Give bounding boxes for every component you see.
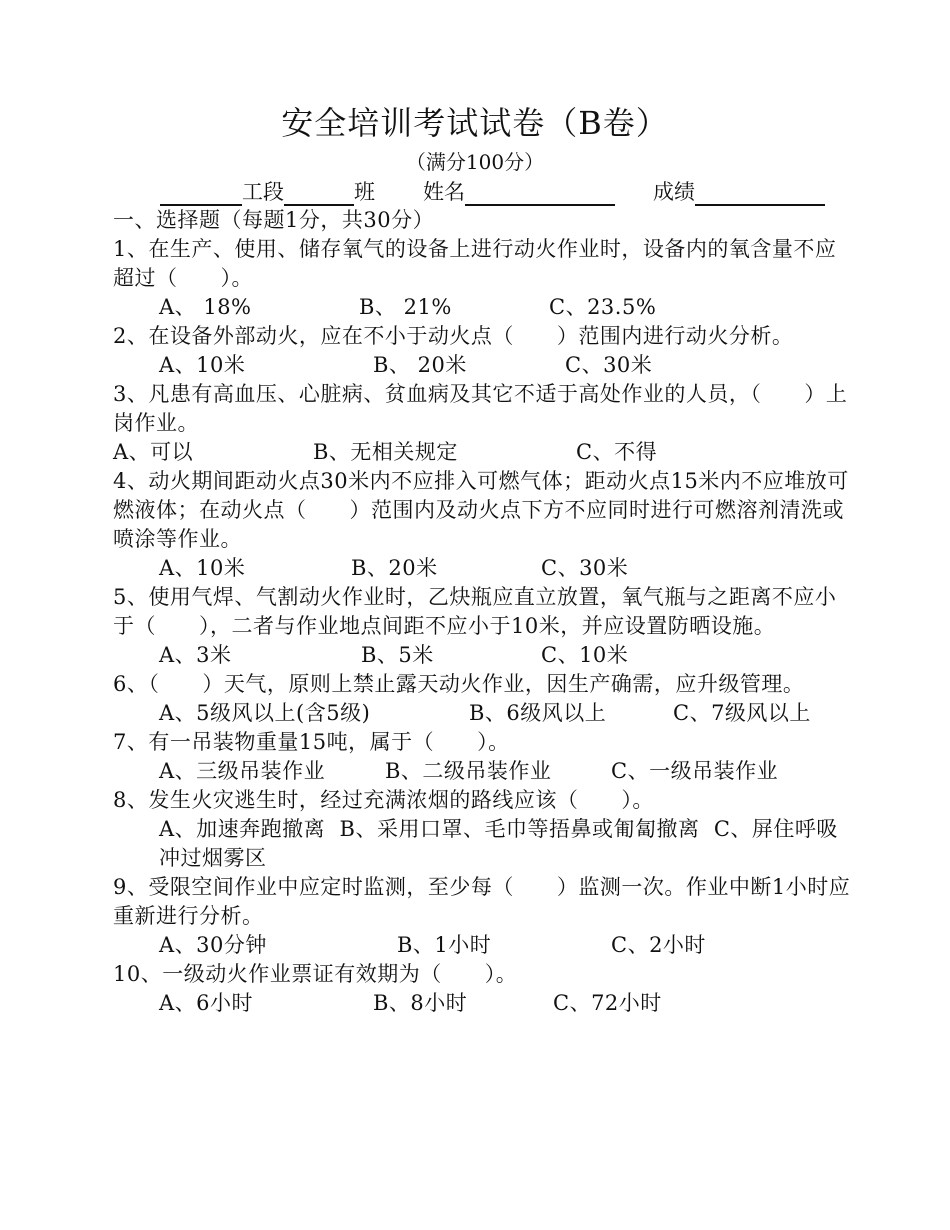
option-10a: A、6小时 [159,991,254,1015]
option-10c: C、72小时 [553,991,662,1015]
options-1 [113,293,853,322]
class-blank[interactable] [284,180,354,206]
option-8c: C、屏住呼吸冲过烟雾区 [159,817,838,870]
name-label: 姓名 [423,180,465,204]
workshop-label: 工段 [242,180,284,204]
option-6c: C、7级风以上 [673,701,811,725]
option-8b: B、采用口罩、毛巾等捂鼻或匍匐撤离 [339,817,700,841]
question-2: 2、在设备外部动火，应在不小于动火点（ ）范围内进行动火分析。 [113,324,794,348]
options-5 [113,641,853,670]
workshop-blank[interactable] [160,180,242,206]
score-label: 成绩 [653,180,695,204]
option-2a: A、10米 [159,353,246,377]
options-3 [113,438,853,467]
section-heading: 一、选择题（每题1分，共30分） [113,208,435,232]
option-1c: C、23.5% [549,295,657,319]
option-3a: A、可以 [113,440,194,464]
question-4: 4、动火期间距动火点30米内不应排入可燃气体；距动火点15米内不应堆放可燃液体；在动火点（ ）范围内及动火点下方不应同时进行可燃溶剂清洗或喷涂等作业。 [113,469,849,551]
option-3b: B、无相关规定 [313,440,458,464]
name-blank[interactable] [465,180,615,206]
option-7b: B、二级吊装作业 [385,759,552,783]
options-6 [113,699,853,728]
options-10 [113,989,853,1018]
option-5a: A、3米 [159,643,232,667]
option-9b: B、1小时 [397,933,492,957]
option-2c: C、30米 [565,353,653,377]
option-7a: A、三级吊装作业 [159,759,326,783]
options-9 [113,931,853,960]
question-7: 7、有一吊装物重量15吨，属于（ ）。 [113,730,510,754]
page-title: 安全培训考试试卷（B卷） [281,104,669,142]
page-subtitle: （满分100分） [405,150,545,174]
options-7 [113,757,853,786]
options-4 [113,554,853,583]
option-4a: A、10米 [159,556,246,580]
score-blank[interactable] [695,180,825,206]
option-3c: C、不得 [576,440,658,464]
option-1b: B、 21% [359,295,452,319]
exam-content [113,206,853,1018]
question-6: 6、（ ）天气，原则上禁止露天动火作业，因生产确需，应升级管理。 [113,672,805,696]
question-10: 10、一级动火作业票证有效期为（ ）。 [113,962,518,986]
question-5: 5、使用气焊、气割动火作业时，乙炔瓶应直立放置，氧气瓶与之距离不应小于（ ），二者与作业地点间距不应小于10米，并应设置防晒设施。 [113,585,837,638]
option-4c: C、30米 [541,556,629,580]
option-9c: C、2小时 [611,933,706,957]
option-2b: B、 20米 [373,353,467,377]
option-5c: C、10米 [541,643,629,667]
option-8a: A、加速奔跑撤离 [159,817,326,841]
option-4b: B、20米 [351,556,438,580]
option-7c: C、一级吊装作业 [611,759,779,783]
option-1a: A、 18% [159,295,252,319]
option-10b: B、8小时 [373,991,468,1015]
question-1: 1、在生产、使用、储存氧气的设备上进行动火作业时，设备内的氧含量不应超过（ ）。 [113,237,837,290]
option-6b: B、6级风以上 [469,701,607,725]
option-5b: B、5米 [361,643,434,667]
options-8 [113,815,853,873]
question-9: 9、受限空间作业中应定时监测，至少每（ ）监测一次。作业中断1小时应重新进行分析。 [113,875,851,928]
student-info-row [160,176,825,206]
question-8: 8、发生火灾逃生时，经过充满浓烟的路线应该（ ）。 [113,788,654,812]
options-2 [113,351,853,380]
option-9a: A、30分钟 [159,933,267,957]
option-6a: A、5级风以上(含5级) [159,701,371,725]
question-3: 3、凡患有高血压、心脏病、贫血病及其它不适于高处作业的人员，（ ）上岗作业。 [113,382,848,435]
class-label: 班 [354,180,375,204]
